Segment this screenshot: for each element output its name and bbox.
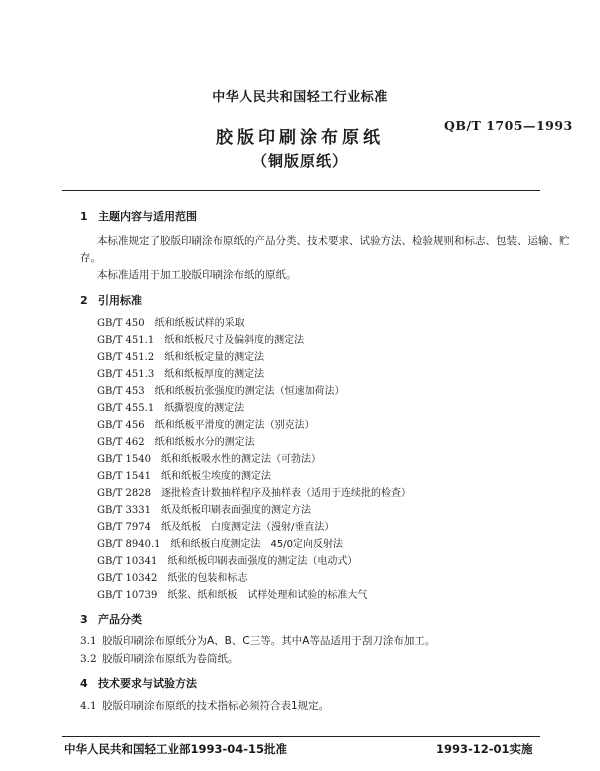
approval-line: 中华人民共和国轻工业部1993-04-15批准 [64, 742, 288, 756]
clause-text: 胶版印刷涂布原纸分为A、B、C三等。其中A等品适用于刮刀涂布加工。 [102, 635, 436, 647]
reference-title: 纸和纸板白度测定法 45/0定向反射法 [170, 539, 344, 550]
reference-code: GB/T 3331 [97, 505, 152, 516]
reference-item [97, 416, 315, 431]
footer-divider [62, 736, 540, 737]
reference-item [97, 450, 321, 465]
section-4-number: 4 [80, 677, 88, 690]
reference-code: GB/T 451.2 [97, 352, 155, 363]
section-3-number: 3 [80, 613, 88, 626]
reference-code: GB/T 10739 [97, 590, 158, 601]
reference-title: 纸及纸板 白度测定法（漫射/垂直法） [161, 522, 335, 533]
reference-item [97, 552, 357, 567]
reference-title: 纸撕裂度的测定法 [164, 403, 245, 414]
reference-title: 纸张的包装和标志 [167, 573, 248, 584]
reference-code: GB/T 456 [97, 420, 145, 431]
reference-item [97, 314, 245, 329]
reference-title: 逐批检查计数抽样程序及抽样表（适用于连续批的检查） [161, 488, 412, 499]
standard-number: QB/T 1705—1993 [444, 118, 573, 133]
reference-item [97, 586, 367, 601]
section-3-title: 产品分类 [98, 613, 142, 626]
reference-item [97, 535, 343, 550]
reference-title: 纸浆、纸和纸板 试样处理和试验的标准大气 [167, 590, 368, 601]
issuing-organization: 中华人民共和国轻工行业标准 [212, 90, 388, 105]
clause-number: 3.2 [80, 653, 97, 665]
reference-code: GB/T 1540 [97, 454, 152, 465]
clause-3-1 [80, 633, 435, 648]
section-4-title: 技术要求与试验方法 [98, 677, 197, 690]
clause-text: 胶版印刷涂布原纸为卷筒纸。 [102, 653, 239, 665]
reference-title: 纸和纸板厚度的测定法 [164, 369, 265, 380]
reference-title: 纸和纸板抗张强度的测定法（恒速加荷法） [154, 386, 345, 397]
reference-item [97, 518, 334, 533]
reference-code: GB/T 451.1 [97, 335, 155, 346]
section-2-heading [80, 292, 142, 308]
reference-code: GB/T 10341 [97, 556, 158, 567]
reference-code: GB/T 450 [97, 318, 145, 329]
reference-item [97, 433, 255, 448]
reference-title: 纸和纸板试样的采取 [154, 318, 245, 329]
reference-code: GB/T 10342 [97, 573, 158, 584]
reference-code: GB/T 2828 [97, 488, 152, 499]
section-1-paragraph-2: 本标准适用于加工胶版印刷涂布纸的原纸。 [97, 269, 297, 281]
clause-text: 胶版印刷涂布原纸的技术指标必须符合表1规定。 [102, 700, 330, 712]
header-divider [62, 190, 540, 191]
section-4-heading [80, 675, 197, 691]
reference-item [97, 467, 271, 482]
reference-item [97, 501, 311, 516]
section-1-number: 1 [80, 210, 88, 223]
reference-title: 纸和纸板平滑度的测定法（别克法） [154, 420, 315, 431]
section-2-title: 引用标准 [98, 294, 142, 307]
section-1-paragraph-1-line-1: 本标准规定了胶版印刷涂布原纸的产品分类、技术要求、试验方法、检验规则和标志、包装、运输、贮 [97, 235, 570, 247]
section-2-number: 2 [80, 294, 88, 307]
reference-code: GB/T 462 [97, 437, 145, 448]
clause-number: 4.1 [80, 700, 97, 712]
reference-title: 纸和纸板尘埃度的测定法 [161, 471, 272, 482]
reference-title: 纸和纸板尺寸及偏斜度的测定法 [164, 335, 305, 346]
reference-item [97, 331, 304, 346]
reference-title: 纸和纸板印刷表面强度的测定法（电动式） [167, 556, 358, 567]
implementation-date: 1993-12-01实施 [436, 742, 533, 756]
document-subtitle: （铜版原纸） [251, 152, 348, 170]
reference-code: GB/T 1541 [97, 471, 152, 482]
reference-code: GB/T 451.3 [97, 369, 155, 380]
reference-code: GB/T 455.1 [97, 403, 155, 414]
reference-item [97, 484, 411, 499]
clause-4-1 [80, 698, 329, 713]
reference-code: GB/T 7974 [97, 522, 152, 533]
section-1-title: 主题内容与适用范围 [98, 210, 197, 223]
section-1-heading [80, 208, 197, 224]
reference-title: 纸及纸板印刷表面强度的测定方法 [161, 505, 312, 516]
reference-item [97, 382, 345, 397]
reference-item [97, 348, 264, 363]
clause-number: 3.1 [80, 635, 97, 647]
section-3-heading [80, 611, 142, 627]
document-title: 胶版印刷涂布原纸 [216, 128, 384, 148]
reference-item [97, 399, 244, 414]
reference-code: GB/T 8940.1 [97, 539, 161, 550]
reference-code: GB/T 453 [97, 386, 145, 397]
reference-title: 纸和纸板水分的测定法 [154, 437, 255, 448]
section-1-paragraph-1-line-2: 存。 [80, 252, 101, 264]
reference-title: 纸和纸板定量的测定法 [164, 352, 265, 363]
reference-title: 纸和纸板吸水性的测定法（可勃法） [161, 454, 322, 465]
reference-item [97, 365, 264, 380]
reference-item [97, 569, 247, 584]
clause-3-2 [80, 651, 239, 666]
